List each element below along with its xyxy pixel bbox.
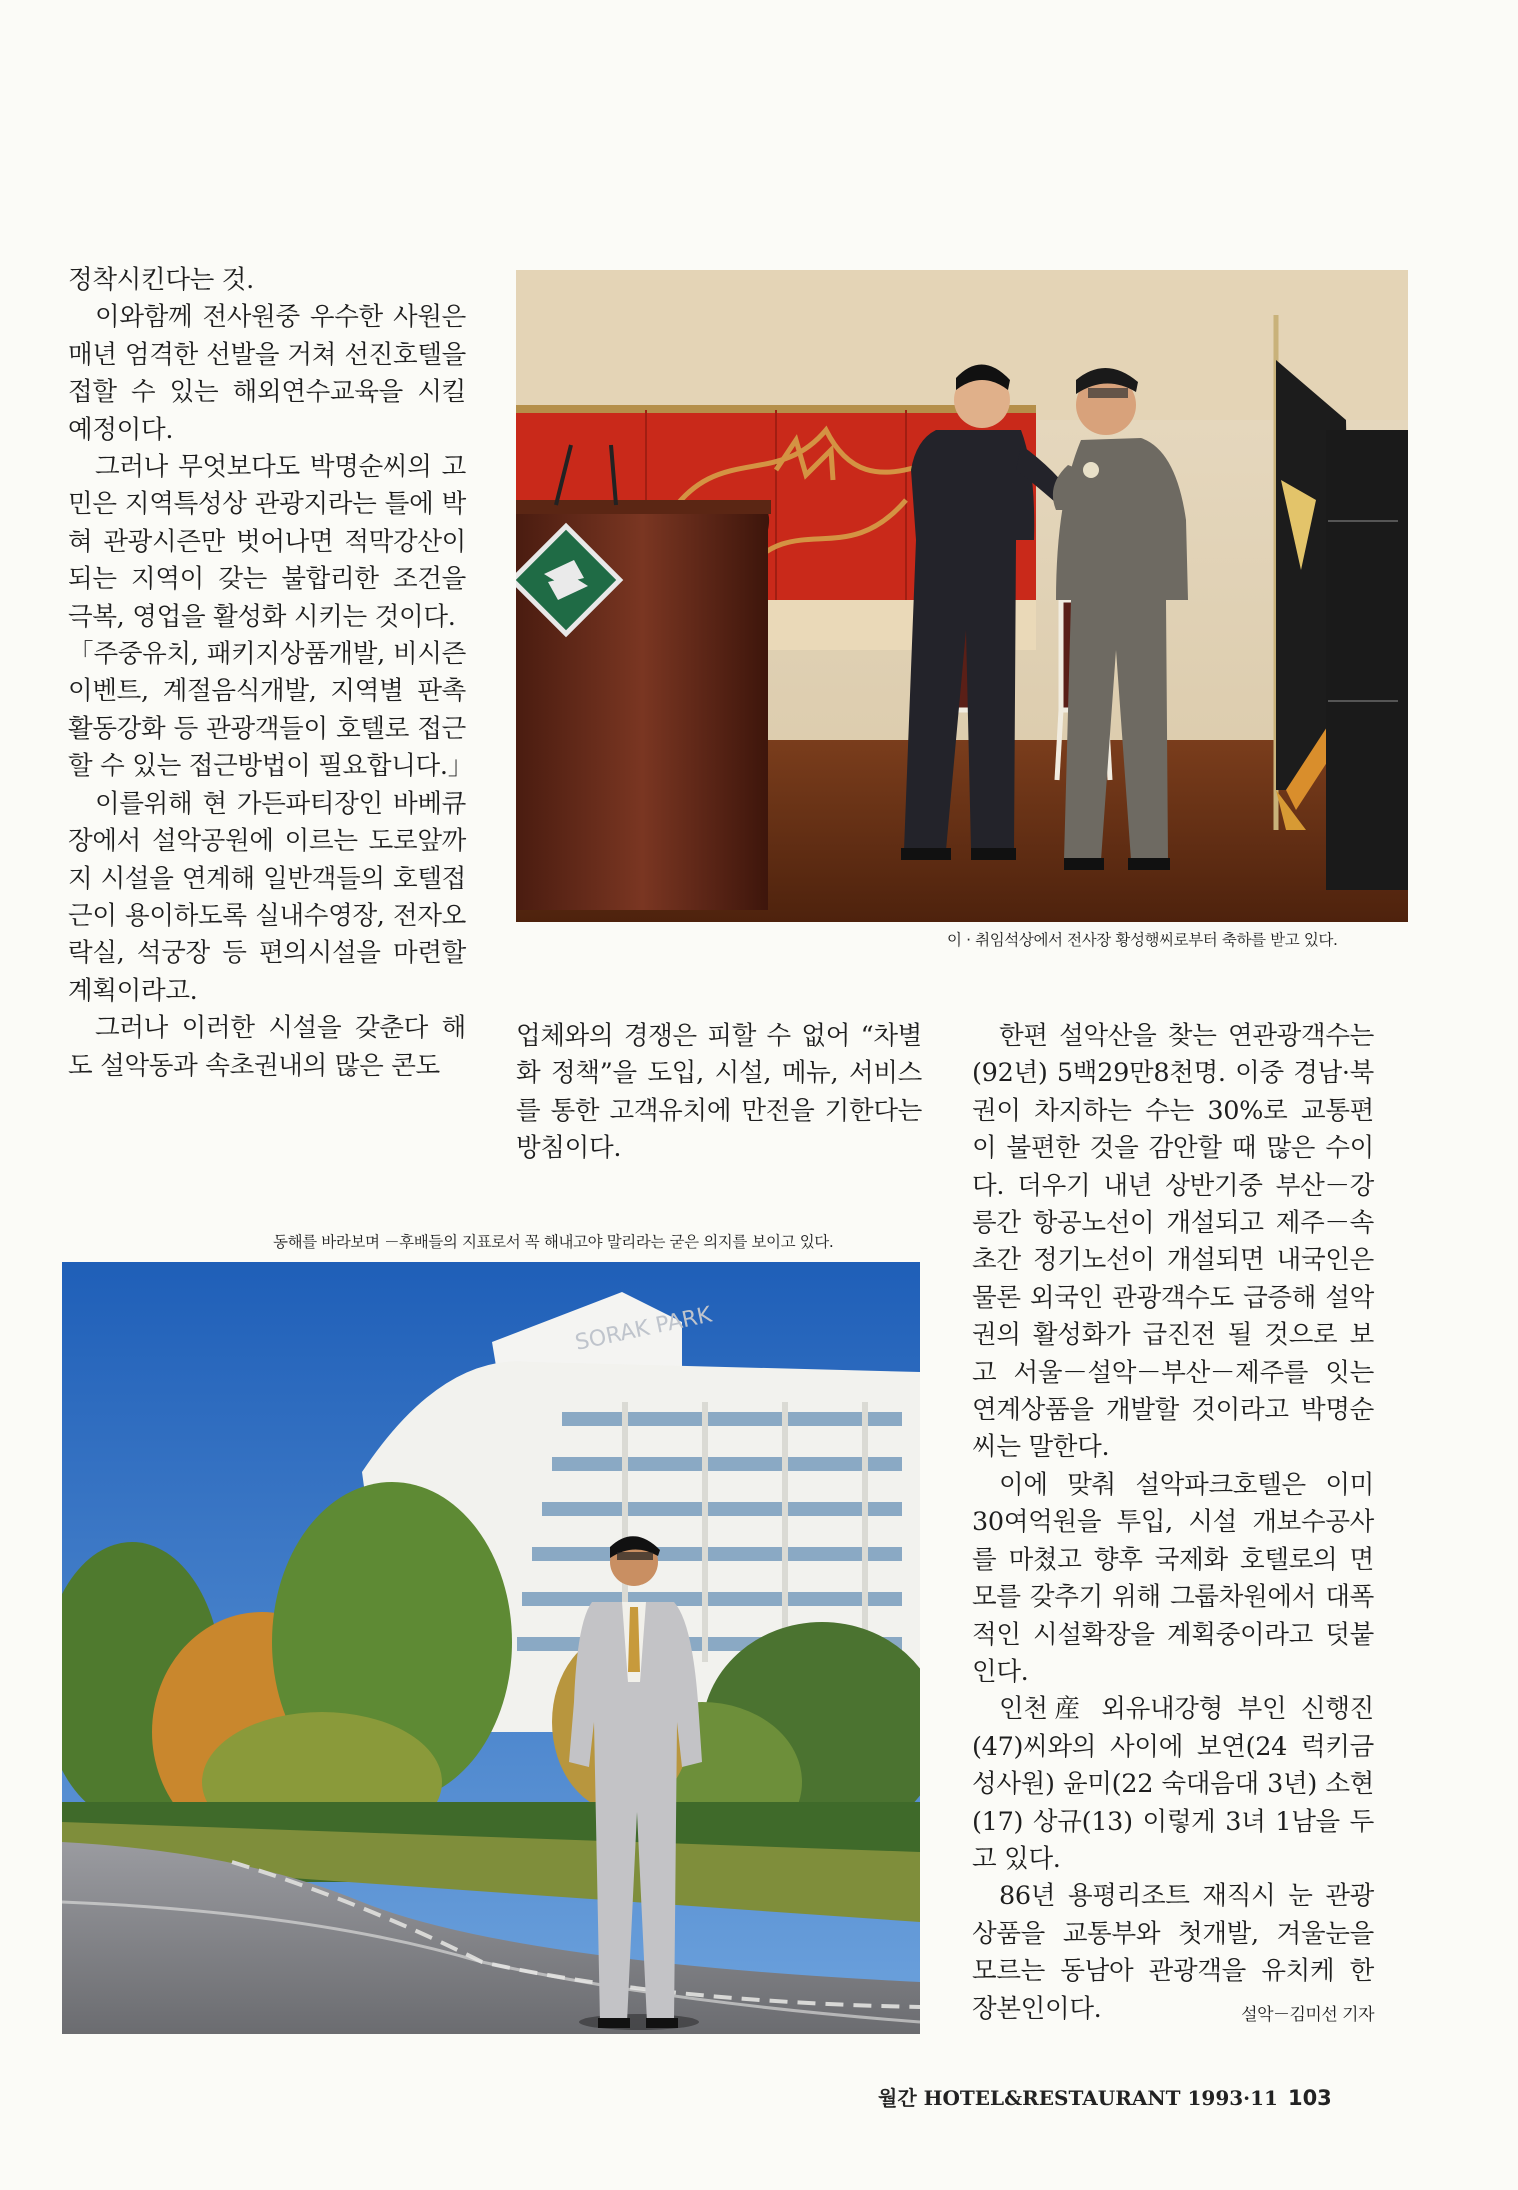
paragraph: 정착시킨다는 것. [68,265,254,295]
paragraph: 그러나 이러한 시설을 갖춘다 해도 설악동과 속초권내의 많은 콘도 [68,1013,466,1081]
hotel-photo [62,1262,920,2034]
ceremony-photo-illustration [516,270,1408,922]
paragraph: 이를위해 현 가든파티장인 바베큐장에서 설악공원에 이르는 도로앞까지 시설을 연계해 일반객들의 호텔접근이 용이하도록 실내수영장, 전자오락실, 석궁장 등 편의시설을 마련할 계획이라고. [68,788,466,1006]
paragraph: 한편 설악산을 찾는 연관광객수는 (92년) 5백29만8천명. 이중 경남·북권이 차지하는 수는 30%로 교통편이 불편한 것을 감안할 때 많은 수이다. 더우기 내년 상반기중 부산－강릉간 항공노선이 개설되고 제주－속초간 정기노선이 개설되면 내국인은 물론 외국인 관광객수도 급증해 설악권의 활성화가 급진전 될 것으로 보고 서울－설악－부산－제주를 잇는 연계상품을 개발할 것이라고 박명순씨는 말한다. [972,1021,1374,1463]
paragraph [972,1878,1374,2028]
page-footer [878,2082,1332,2111]
paragraph: 인천産 외유내강형 부인 신행진(47)씨와의 사이에 보연(24 럭키금성사원) 윤미(22 숙대음대 3년) 소현(17) 상규(13) 이렇게 3녀 1남을 두고 있다. [972,1694,1374,1874]
hotel-photo-caption: 동해를 바라보며 －후배들의 지표로서 꼭 해내고야 말리라는 굳은 의지를 보이고 있다. [273,1233,834,1251]
article-column-1 [68,262,473,1085]
paragraph: 이에 맞춰 설악파크호텔은 이미 30여억원을 투입, 시설 개보수공사를 마쳤고 향후 국제화 호텔로의 면모를 갖추기 위해 그룹차원에서 대폭적인 시설확장을 계획중이라고 덧붙인다. [972,1469,1374,1687]
magazine-issue: 월간 HOTEL&RESTAURANT 1993·11 [878,2086,1278,2110]
ceremony-photo [516,270,1408,922]
article-column-3 [972,1018,1374,2034]
ceremony-photo-caption: 이 · 취임석상에서 전사장 황성행씨로부터 축하를 받고 있다. [947,931,1338,949]
paragraph: 업체와의 경쟁은 피할 수 없어 “차별화 정책”을 도입, 시설, 메뉴, 서비스를 통한 고객유치에 만전을 기한다는 방침이다. [516,1021,922,1164]
hotel-photo-illustration [62,1262,920,2034]
paragraph: 이와함께 전사원중 우수한 사원은 매년 엄격한 선발을 거쳐 선진호텔을 접할 수 있는 해외연수교육을 시킬 예정이다. [68,302,466,445]
article-column-2 [516,1018,922,1168]
author-byline: 설악－김미선 기자 [1241,2004,1374,2025]
page-number: 103 [1287,2086,1332,2110]
quote-paragraph: 「주중유치, 패키지상품개발, 비시즌 이벤트, 계절음식개발, 지역별 판촉활동강화 등 관광객들이 호텔로 접근할 수 있는 접근방법이 필요합니다.」 [68,639,473,782]
paragraph: 그러나 무엇보다도 박명순씨의 고민은 지역특성상 관광지라는 틀에 박혀 관광시즌만 벗어나면 적막강산이 되는 지역이 갖는 불합리한 조건을 극복, 영업을 활성화 시키는 것이다. [68,452,466,632]
hotel-sign-text: SORAK PARK [573,1302,714,1356]
paragraph-text: 86년 용평리조트 재직시 눈 관광상품을 교통부와 첫개발, 겨울눈을 모르는 동남아 관광객을 유치케 한 장본인이다. [972,1881,1374,2024]
